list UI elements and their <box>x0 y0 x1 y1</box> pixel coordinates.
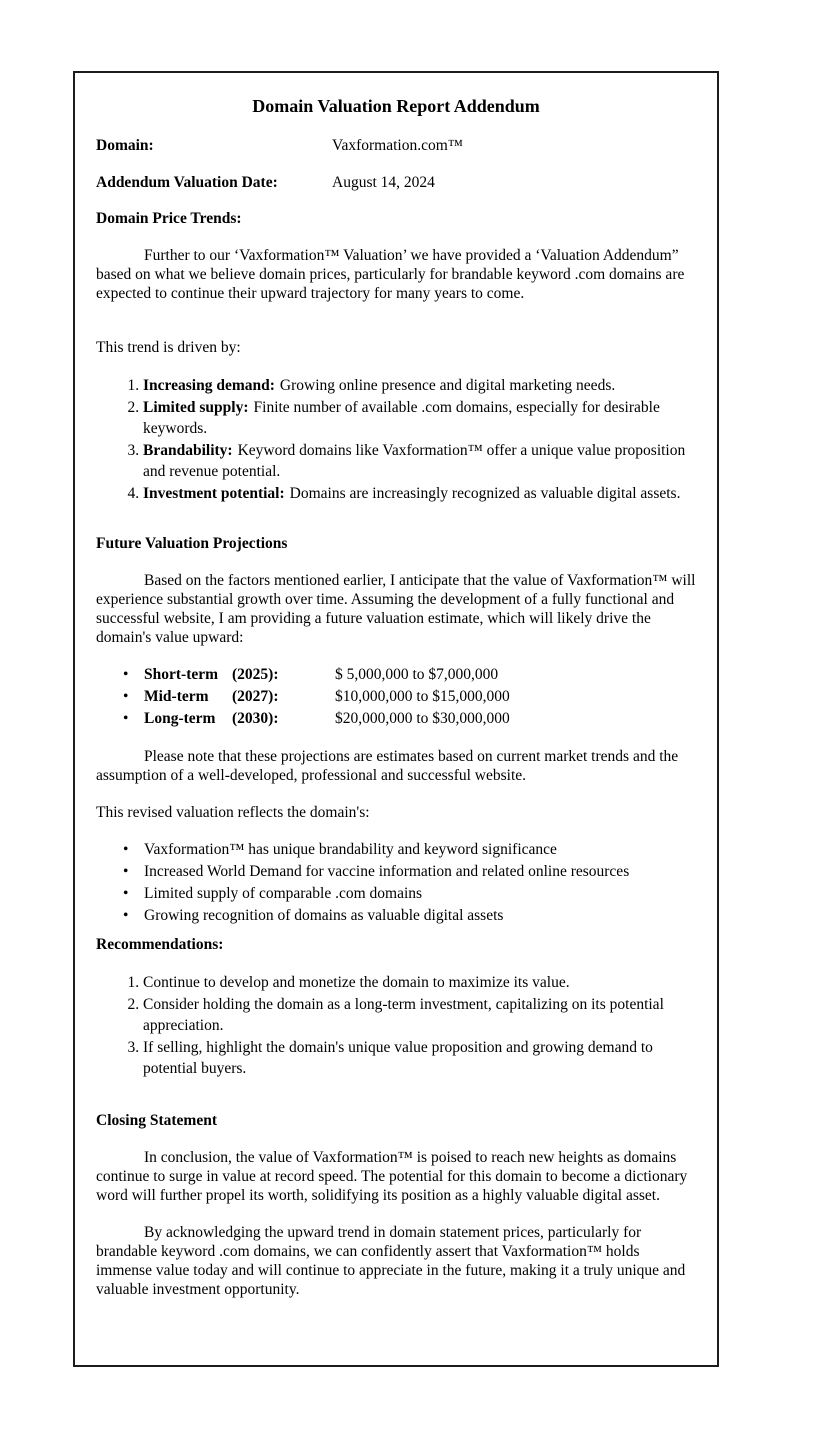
projection-value: $20,000,000 to $30,000,000 <box>335 710 510 727</box>
list-item <box>143 483 696 504</box>
list-item <box>144 664 696 685</box>
field-value-valuation-date: August 14, 2024 <box>332 174 435 191</box>
projection-value: $ 5,000,000 to $7,000,000 <box>335 666 499 683</box>
list-item: 3. If selling, highlight the domain's unique value proposition and growing demand to potential buyers. <box>143 1037 696 1079</box>
trends-intro-paragraph: Further to our ‘Vaxformation™ Valuation’ we have provided a ‘Valuation Addendum” based on what we believe domain prices, particularly for brandable keyword .com domains are expected to continue their upward trajectory for many years to come. <box>96 247 685 302</box>
projection-term: • Long-term <box>144 710 216 727</box>
list-item <box>143 440 696 482</box>
list-item <box>143 397 696 439</box>
projections-note-paragraph: Please note that these projections are estimates based on current market trends and the assumption of a well-developed, professional and successful website. <box>96 748 679 784</box>
list-item <box>143 375 696 396</box>
reflects-lead-line: This revised valuation reflects the domain's: <box>96 804 370 821</box>
driver-text: Finite number of available .com domains, especially for desirable keywords. <box>143 399 660 437</box>
driver-term: Brandability: <box>143 442 233 459</box>
report-card <box>73 71 719 1367</box>
projection-year: (2027): <box>232 688 279 705</box>
driver-text: Keyword domains like Vaxformation™ offer a unique value proposition and revenue potential. <box>143 442 686 480</box>
trend-drivers-list <box>96 375 696 504</box>
list-item: 1. Continue to develop and monetize the domain to maximize its value. <box>143 972 696 993</box>
recommendations-list <box>96 972 696 1079</box>
reflects-list <box>96 839 696 926</box>
trends-lead-line: This trend is driven by: <box>96 339 241 356</box>
closing-paragraph-2: By acknowledging the upward trend in domain statement prices, particularly for brandable keyword .com domains, we can confidently assert that Vaxformation™ holds immense value today and will continue to appreciate in the future, making it a truly unique and valuable investment opportunity. <box>96 1224 686 1298</box>
projections-intro-paragraph: Based on the factors mentioned earlier, I anticipate that the value of Vaxformation™ will experience substantial growth over time. Assuming the development of a fully functional and successful website, I am providing a future valuation estimate, which will likely drive the domain's value upward: <box>96 572 696 646</box>
driver-text: Domains are increasingly recognized as valuable digital assets. <box>289 485 681 502</box>
field-row-valuation-date <box>96 173 696 192</box>
heading-future-valuation-projections: Future Valuation Projections <box>96 535 288 552</box>
heading-recommendations: Recommendations: <box>96 936 224 953</box>
list-item: • Growing recognition of domains as valuable digital assets <box>144 905 696 926</box>
list-item <box>144 686 696 707</box>
field-label-domain: Domain: <box>96 137 154 154</box>
projection-year: (2025): <box>232 666 279 683</box>
list-item: • Increased World Demand for vaccine information and related online resources <box>144 861 696 882</box>
list-item: • Vaxformation™ has unique brandability and keyword significance <box>144 839 696 860</box>
projection-value: $10,000,000 to $15,000,000 <box>335 688 510 705</box>
heading-domain-price-trends: Domain Price Trends: <box>96 210 242 227</box>
driver-term: Increasing demand: <box>143 377 275 394</box>
projection-term: • Short-term <box>144 666 219 683</box>
list-item <box>144 708 696 729</box>
field-label-valuation-date: Addendum Valuation Date: <box>96 174 278 191</box>
projection-term: • Mid-term <box>144 688 209 705</box>
field-row-domain <box>96 136 696 155</box>
driver-term: Investment potential: <box>143 485 285 502</box>
heading-closing-statement: Closing Statement <box>96 1112 217 1129</box>
closing-paragraph-1: In conclusion, the value of Vaxformation™ is poised to reach new heights as domains continue to surge in value at record speed. The potential for this domain to become a dictionary word will further propel its worth, solidifying its position as a highly valuable digital asset. <box>96 1149 688 1204</box>
driver-term: Limited supply: <box>143 399 249 416</box>
report-title: Domain Valuation Report Addendum <box>252 96 540 116</box>
projections-list <box>96 664 696 729</box>
list-item: • Limited supply of comparable .com domains <box>144 883 696 904</box>
list-item: 2. Consider holding the domain as a long-term investment, capitalizing on its potential appreciation. <box>143 994 696 1036</box>
projection-year: (2030): <box>232 710 279 727</box>
driver-text: Growing online presence and digital marketing needs. <box>279 377 616 394</box>
field-value-domain: Vaxformation.com™ <box>332 137 463 154</box>
